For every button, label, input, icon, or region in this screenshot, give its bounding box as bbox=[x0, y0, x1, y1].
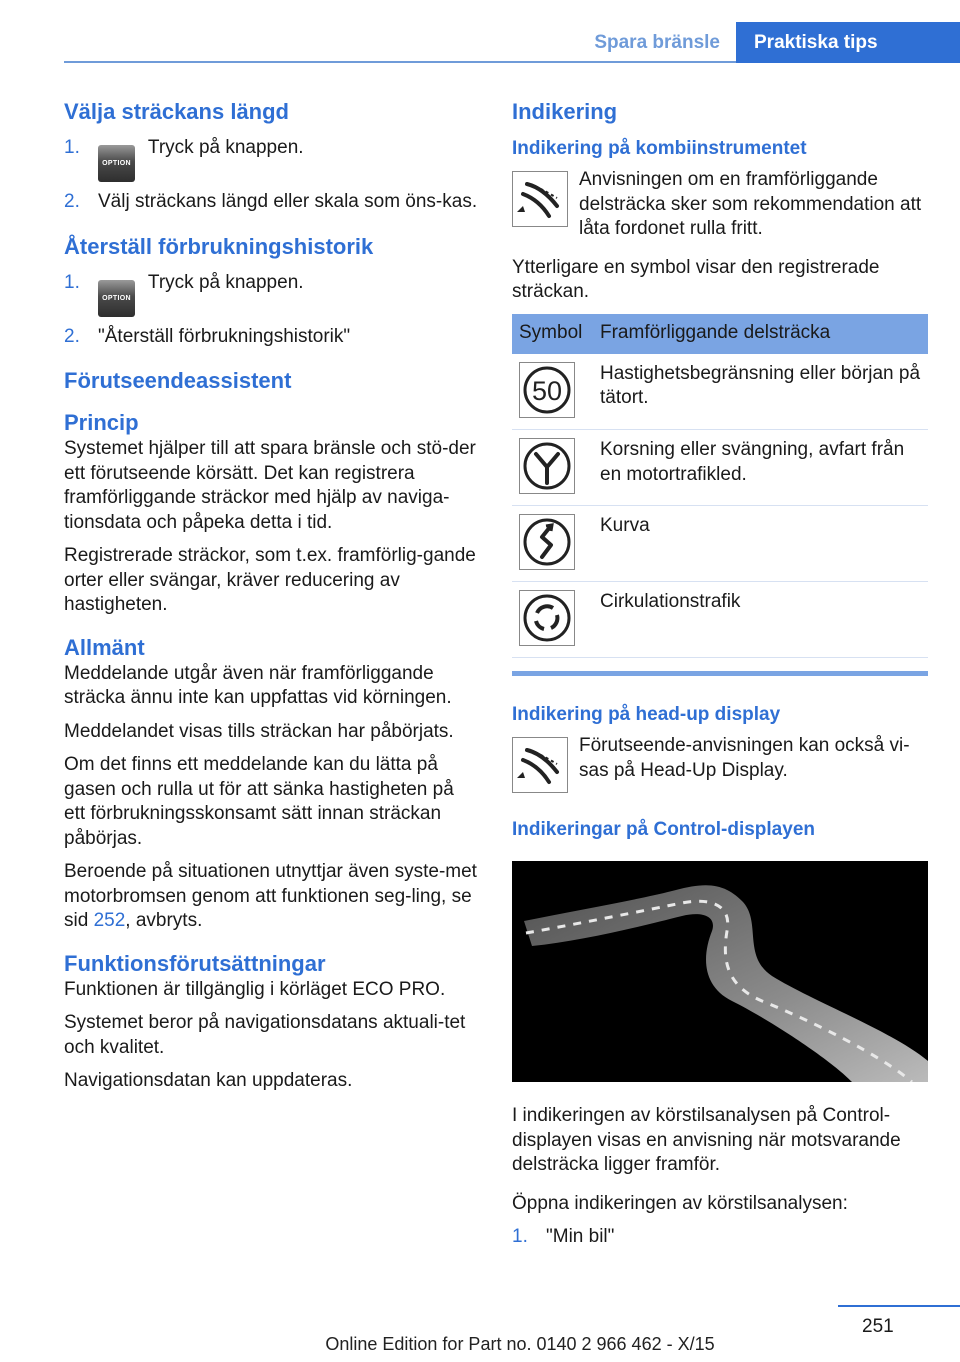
list-item bbox=[64, 190, 480, 215]
column-header-symbol: Symbol bbox=[512, 314, 593, 354]
table-row bbox=[512, 354, 928, 430]
list-item bbox=[64, 325, 480, 350]
option-button-icon: OPTION bbox=[98, 145, 135, 182]
step-text: "Återställ förbrukningshistorik" bbox=[98, 325, 351, 347]
hud-info-row bbox=[512, 734, 928, 793]
page-number: 251 bbox=[862, 1316, 894, 1337]
header-section-title: Spara bränsle bbox=[594, 32, 720, 53]
step-number: 2. bbox=[64, 191, 80, 212]
coasting-road-icon bbox=[512, 171, 568, 227]
heading-reset-history: Återställ förbrukningshistorik bbox=[64, 233, 374, 259]
step-text: "Min bil" bbox=[546, 1226, 615, 1247]
general-paragraph-4-text: Beroende på situationen utnyttjar även syste-met motorbromsen genom att funktionen seg-ling, se sid bbox=[64, 861, 477, 931]
list-item bbox=[512, 1225, 928, 1250]
requirements-paragraph-2: Systemet beror på navigationsdatans aktuali-tet och kvalitet. bbox=[64, 1012, 466, 1058]
control-display-road-image bbox=[512, 861, 928, 1082]
heading-predictive-assistant: Förutseendeassistent bbox=[64, 368, 292, 393]
route-length-steps bbox=[64, 136, 480, 215]
heading-requirements: Funktionsförutsättningar bbox=[64, 950, 326, 976]
heading-head-up-display: Indikering på head-up display bbox=[512, 704, 781, 725]
edition-footer: Online Edition for Part no. 0140 2 966 462 - X/15 bbox=[325, 1334, 715, 1354]
left-column bbox=[64, 98, 480, 1103]
step-text: Tryck på knappen. bbox=[143, 271, 304, 293]
control-paragraph-2: Öppna indikeringen av körstilsanalysen: bbox=[512, 1192, 848, 1214]
general-paragraph-4-end: , avbryts. bbox=[125, 910, 203, 931]
general-paragraph-2: Meddelandet visas tills sträckan har påbörjats. bbox=[64, 720, 454, 742]
speed-limit-icon bbox=[519, 362, 575, 418]
heading-control-display: Indikeringar på Control-displayen bbox=[512, 819, 815, 840]
step-number: 2. bbox=[64, 325, 80, 347]
symbol-intro: Ytterligare en symbol visar den registrerade sträckan. bbox=[512, 256, 880, 302]
table-cell: Hastighetsbegränsning eller början på tätort. bbox=[593, 354, 928, 430]
step-text: Välj sträckans längd eller skala som öns-kas. bbox=[98, 191, 478, 212]
control-steps bbox=[512, 1225, 928, 1250]
junction-icon bbox=[519, 438, 575, 494]
roundabout-icon bbox=[519, 590, 575, 646]
cluster-info-text: Anvisningen om en framförliggande delsträcka sker som rekommendation att låta fordonet rulla fritt. bbox=[579, 169, 922, 239]
table-row bbox=[512, 506, 928, 582]
cluster-info-row bbox=[512, 168, 928, 242]
option-button-icon: OPTION bbox=[98, 280, 135, 317]
hud-info-text: Förutseende-anvisningen kan också vi-sas på Head-Up Display. bbox=[579, 735, 910, 781]
list-item bbox=[64, 271, 480, 317]
heading-instrument-cluster: Indikering på kombiinstrumentet bbox=[512, 138, 807, 159]
table-end-rule bbox=[512, 671, 928, 676]
table-cell: Cirkulationstrafik bbox=[593, 582, 928, 658]
step-number: 1. bbox=[512, 1226, 528, 1247]
speed-limit-value: 50 bbox=[531, 375, 563, 406]
general-paragraph-4 bbox=[64, 860, 480, 934]
requirements-paragraph-3: Navigationsdatan kan uppdateras. bbox=[64, 1070, 353, 1091]
footer-rule bbox=[838, 1305, 960, 1307]
list-item bbox=[64, 136, 480, 182]
control-paragraph-1: I indikeringen av körstilsanalysen på Control-displayen visas en anvisning när motsvarande delsträcka ligger framför. bbox=[512, 1105, 901, 1175]
reset-history-steps bbox=[64, 271, 480, 350]
table-cell: Korsning eller svängning, avfart från en motortrafikled. bbox=[593, 430, 928, 506]
requirements-paragraph-1: Funktionen är tillgänglig i körläget ECO PRO. bbox=[64, 978, 446, 1000]
general-paragraph-1: Meddelande utgår även när framförliggande sträcka ännu inte kan uppfattas vid körningen. bbox=[64, 662, 452, 708]
header-chapter-tab: Praktiska tips bbox=[736, 22, 960, 63]
table-row bbox=[512, 430, 928, 506]
heading-route-length: Välja sträckans längd bbox=[64, 99, 289, 124]
page-reference-link[interactable]: 252 bbox=[93, 910, 126, 931]
step-number: 1. bbox=[64, 271, 80, 293]
right-column bbox=[512, 98, 928, 1268]
step-number: 1. bbox=[64, 137, 80, 158]
column-header-description: Framförliggande delsträcka bbox=[593, 314, 928, 354]
table-header-row bbox=[512, 314, 928, 354]
symbol-table bbox=[512, 314, 928, 659]
coasting-road-icon bbox=[512, 737, 568, 793]
principle-paragraph-2: Registrerade sträckor, som t.ex. framförlig-gande orter eller svängar, kräver reducering av hastigheten. bbox=[64, 545, 476, 615]
general-paragraph-3: Om det finns ett meddelande kan du lätta på gasen och rulla ut för att sänka hastigheten på ett förbrukningsskonsamt sätt innan sträckan påbörjas. bbox=[64, 754, 454, 849]
step-text: Tryck på knappen. bbox=[143, 137, 304, 158]
curve-icon bbox=[519, 514, 575, 570]
table-row bbox=[512, 582, 928, 658]
heading-indication: Indikering bbox=[512, 99, 618, 124]
heading-principle: Princip bbox=[64, 410, 139, 435]
table-cell: Kurva bbox=[593, 506, 928, 582]
principle-paragraph-1: Systemet hjälper till att spara bränsle och stö-der ett förutseende körsätt. Det kan registrera framförliggande sträckor med hjälp av naviga-tionsdata och påpeka detta i tid. bbox=[64, 438, 476, 533]
heading-general: Allmänt bbox=[64, 634, 145, 660]
